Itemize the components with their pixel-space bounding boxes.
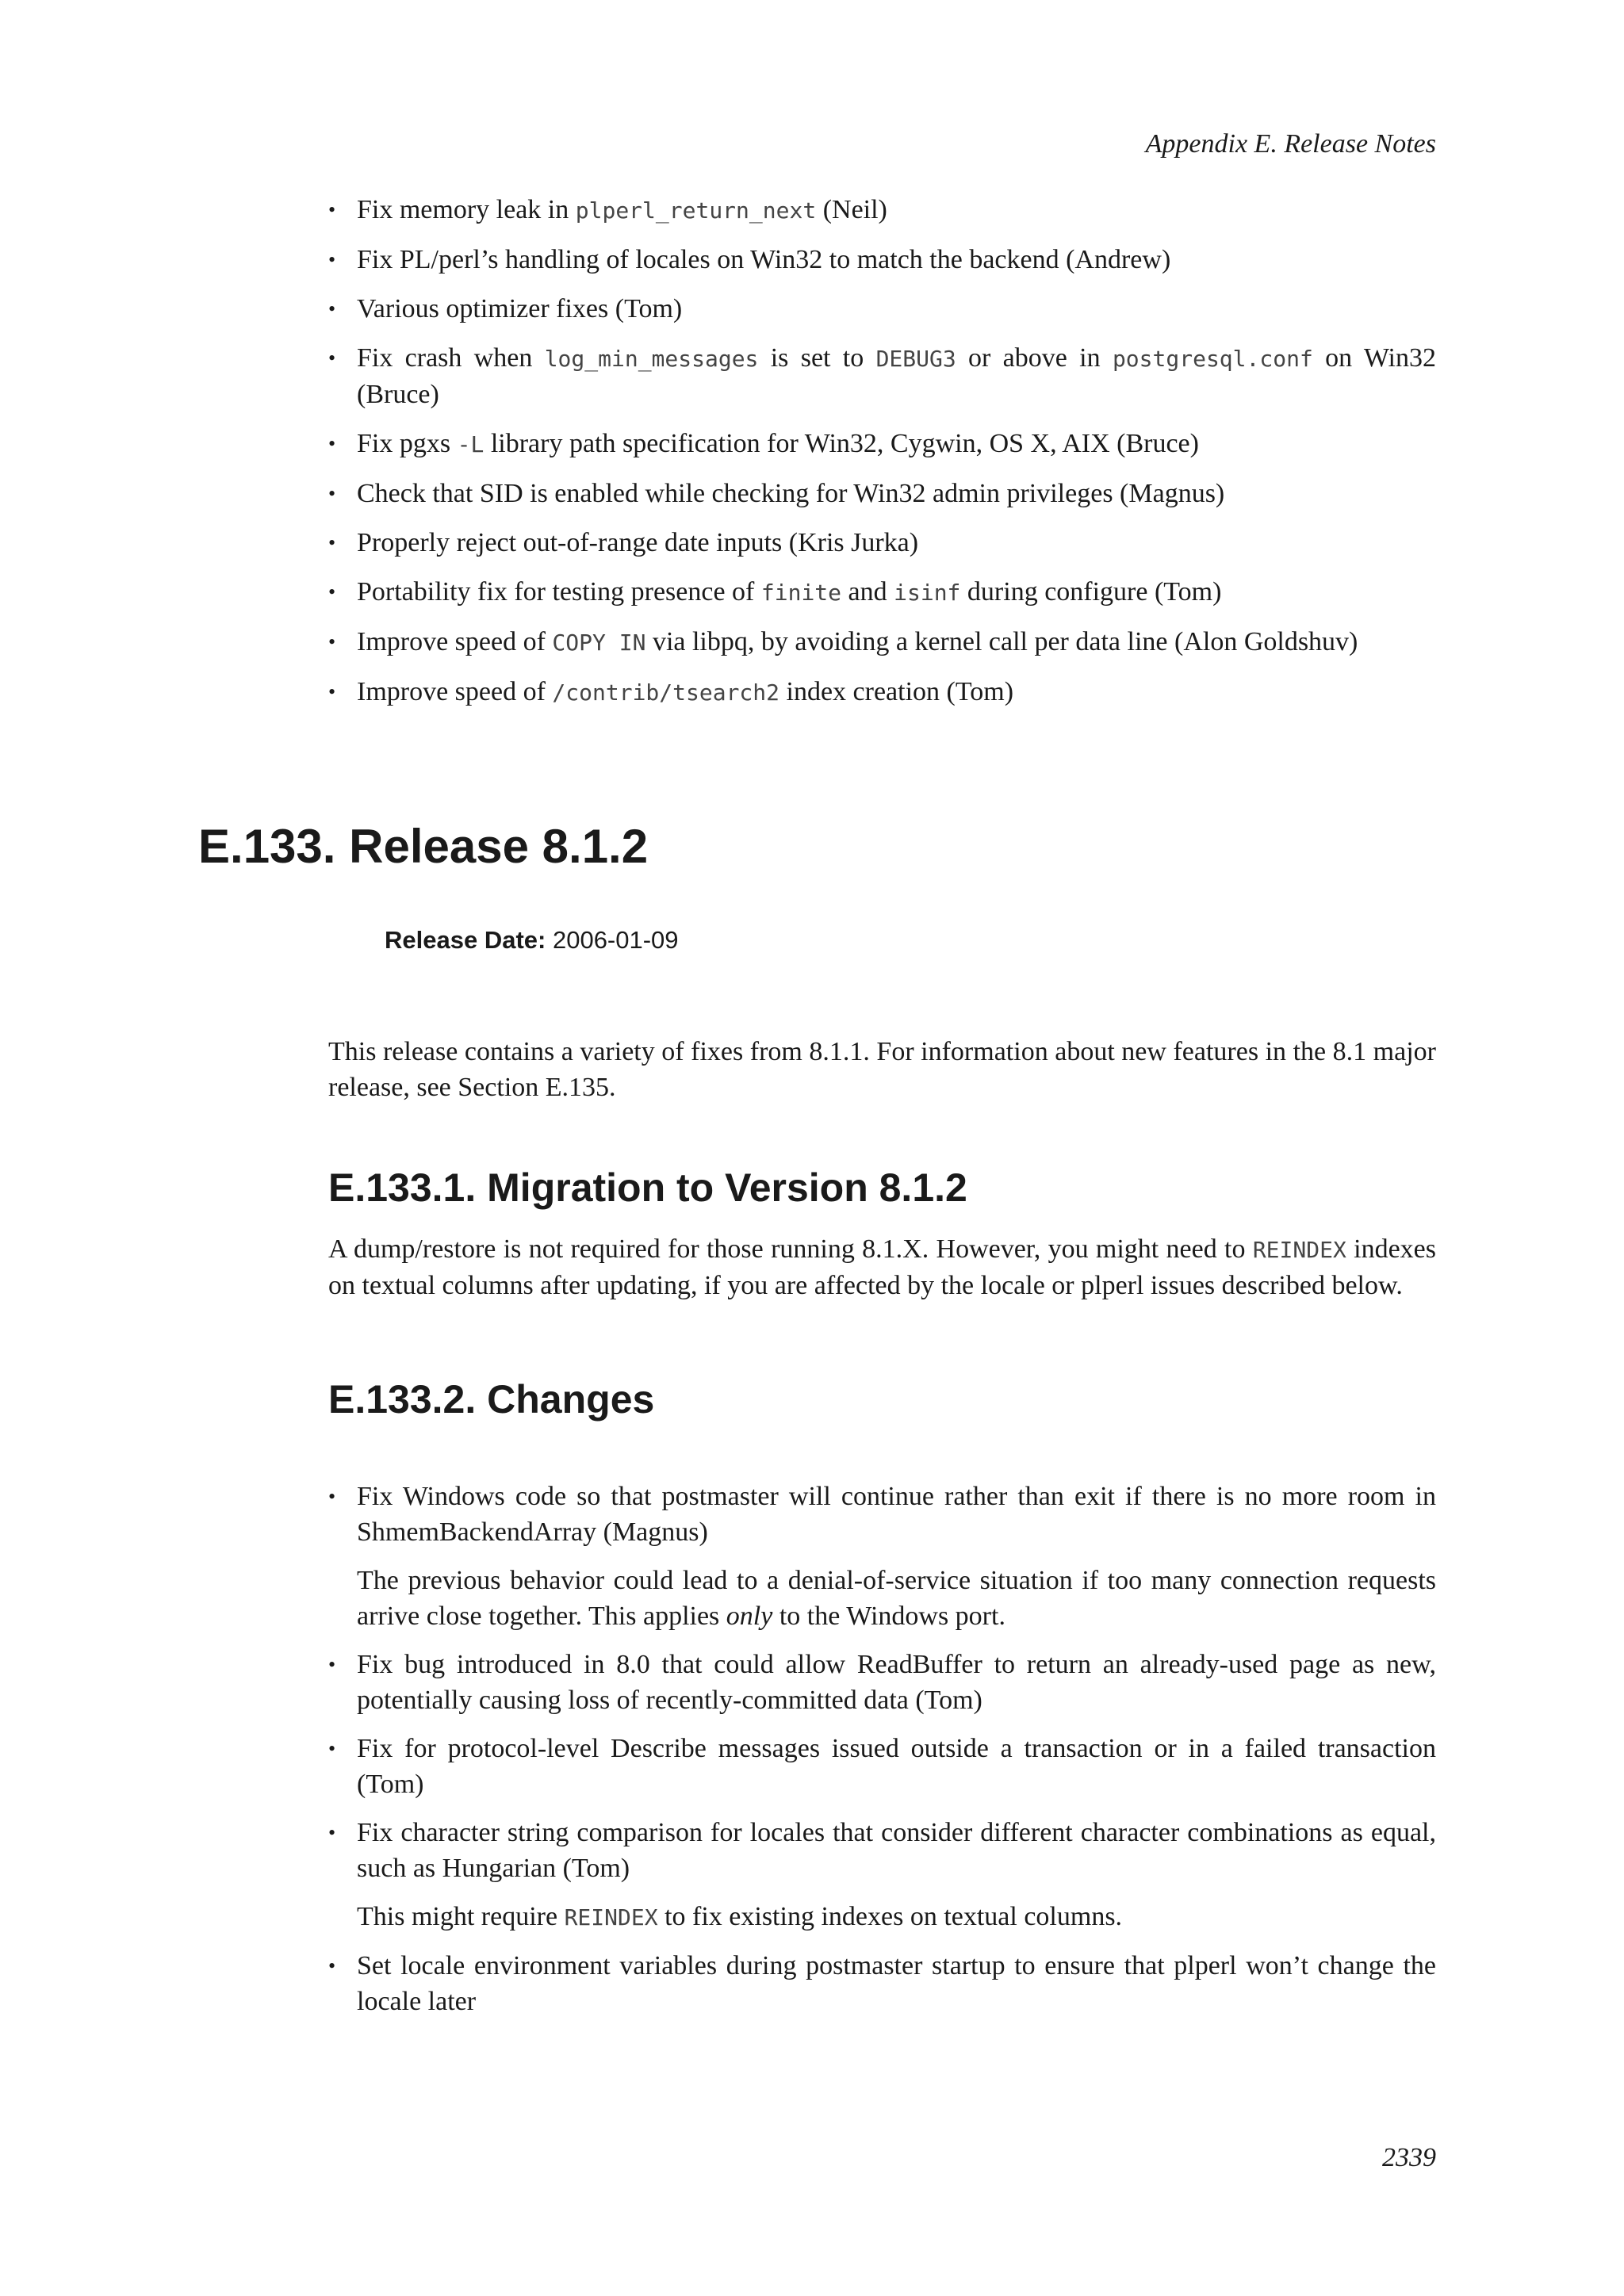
code-text: -L — [457, 431, 485, 457]
list-item: • Fix bug introduced in 8.0 that could allow ReadBuffer to return an already-used page as new, potentially causing loss of recently-committed data (Tom) — [328, 1647, 1436, 1718]
release-date — [385, 924, 679, 956]
list-item: • Various optimizer fixes (Tom) — [328, 291, 1436, 327]
list-item: • Fix crash when log_min_messages is set to DEBUG3 or above in postgresql.conf on Win32 (Bruce) — [328, 340, 1436, 412]
code-text: DEBUG3 — [875, 346, 956, 372]
code-text: isinf — [894, 580, 961, 606]
changes-bullet-list — [328, 1479, 1436, 2032]
migration-heading: E.133.1. Migration to Version 8.1.2 — [328, 1165, 967, 1210]
code-text: /contrib/tsearch2 — [552, 679, 779, 706]
code-text: postgresql.conf — [1112, 346, 1313, 372]
list-item: • Fix for protocol-level Describe messages issued outside a transaction or in a failed transaction (Tom) — [328, 1731, 1436, 1802]
intro-paragraph: This release contains a variety of fixes from 8.1.1. For information about new features in the 8.1 major release, see Section E.135. — [328, 1037, 1436, 1102]
code-text: COPY IN — [552, 629, 646, 656]
bullet-icon: • — [328, 1485, 336, 1508]
list-item: • Improve speed of /contrib/tsearch2 index creation (Tom) — [328, 674, 1436, 710]
bullet-icon: • — [328, 1653, 336, 1676]
bullet-icon: • — [328, 248, 336, 271]
bullet-icon: • — [328, 1954, 336, 1977]
bullet-icon: • — [328, 630, 336, 653]
changes-heading: E.133.2. Changes — [328, 1377, 655, 1422]
emphasis-text: only — [726, 1601, 773, 1631]
list-item: • Check that SID is enabled while checking for Win32 admin privileges (Magnus) — [328, 476, 1436, 511]
list-item: • Fix Windows code so that postmaster will continue rather than exit if there is no more room in ShmemBackendArray (Magnus) The previous behavior could lead to a denial-of-service situation if too many connection requests arrive close together. This applies only to the Windows port. — [328, 1479, 1436, 1634]
list-item: • Set locale environment variables during postmaster startup to ensure that plperl won’t change the locale later — [328, 1948, 1436, 2019]
top-bullet-list — [328, 192, 1436, 724]
bullet-icon: • — [328, 482, 336, 505]
chapter-title: E.133. Release 8.1.2 — [198, 820, 649, 873]
page-number: 2339 — [1382, 2143, 1436, 2172]
list-item: • Fix memory leak in plperl_return_next (Neil) — [328, 192, 1436, 228]
list-item: • Fix pgxs -L library path specification for Win32, Cygwin, OS X, AIX (Bruce) — [328, 426, 1436, 462]
bullet-icon: • — [328, 1737, 336, 1760]
bullet-icon: • — [328, 1821, 336, 1844]
bullet-icon: • — [328, 198, 336, 221]
code-text: plperl_return_next — [575, 197, 817, 224]
bullet-icon: • — [328, 680, 336, 703]
migration-paragraph: A dump/restore is not required for those running 8.1.X. However, you might need to REINDEX indexes on textual columns after updating, if you are affected by the locale or plperl issues described below. — [328, 1234, 1436, 1300]
list-item-note: This might require REINDEX to fix existing indexes on textual columns. — [357, 1902, 1123, 1931]
list-item: • Portability fix for testing presence of finite and isinf during configure (Tom) — [328, 574, 1436, 610]
list-item-note: The previous behavior could lead to a denial-of-service situation if too many connection requests arrive close together. This applies only to the Windows port. — [357, 1566, 1436, 1631]
list-item: • Fix PL/perl’s handling of locales on Win32 to match the backend (Andrew) — [328, 242, 1436, 277]
list-item: • Improve speed of COPY IN via libpq, by avoiding a kernel call per data line (Alon Goldshuv) — [328, 624, 1436, 660]
bullet-icon: • — [328, 531, 336, 554]
code-text: REINDEX — [1252, 1237, 1346, 1263]
bullet-icon: • — [328, 297, 336, 320]
list-item: • Properly reject out-of-range date inputs (Kris Jurka) — [328, 525, 1436, 561]
bullet-icon: • — [328, 346, 336, 369]
running-head: Appendix E. Release Notes — [1145, 129, 1436, 159]
release-date-value: 2006-01-09 — [552, 926, 679, 954]
release-date-label: Release Date: — [385, 926, 546, 954]
bullet-icon: • — [328, 580, 336, 603]
code-text: log_min_messages — [544, 346, 759, 372]
code-text: finite — [760, 580, 842, 606]
list-item: • Fix character string comparison for locales that consider different character combinations as equal, such as Hungarian (Tom) This might require REINDEX to fix existing indexes on textual columns. — [328, 1815, 1436, 1935]
bullet-icon: • — [328, 432, 336, 455]
code-text: REINDEX — [564, 1904, 658, 1931]
